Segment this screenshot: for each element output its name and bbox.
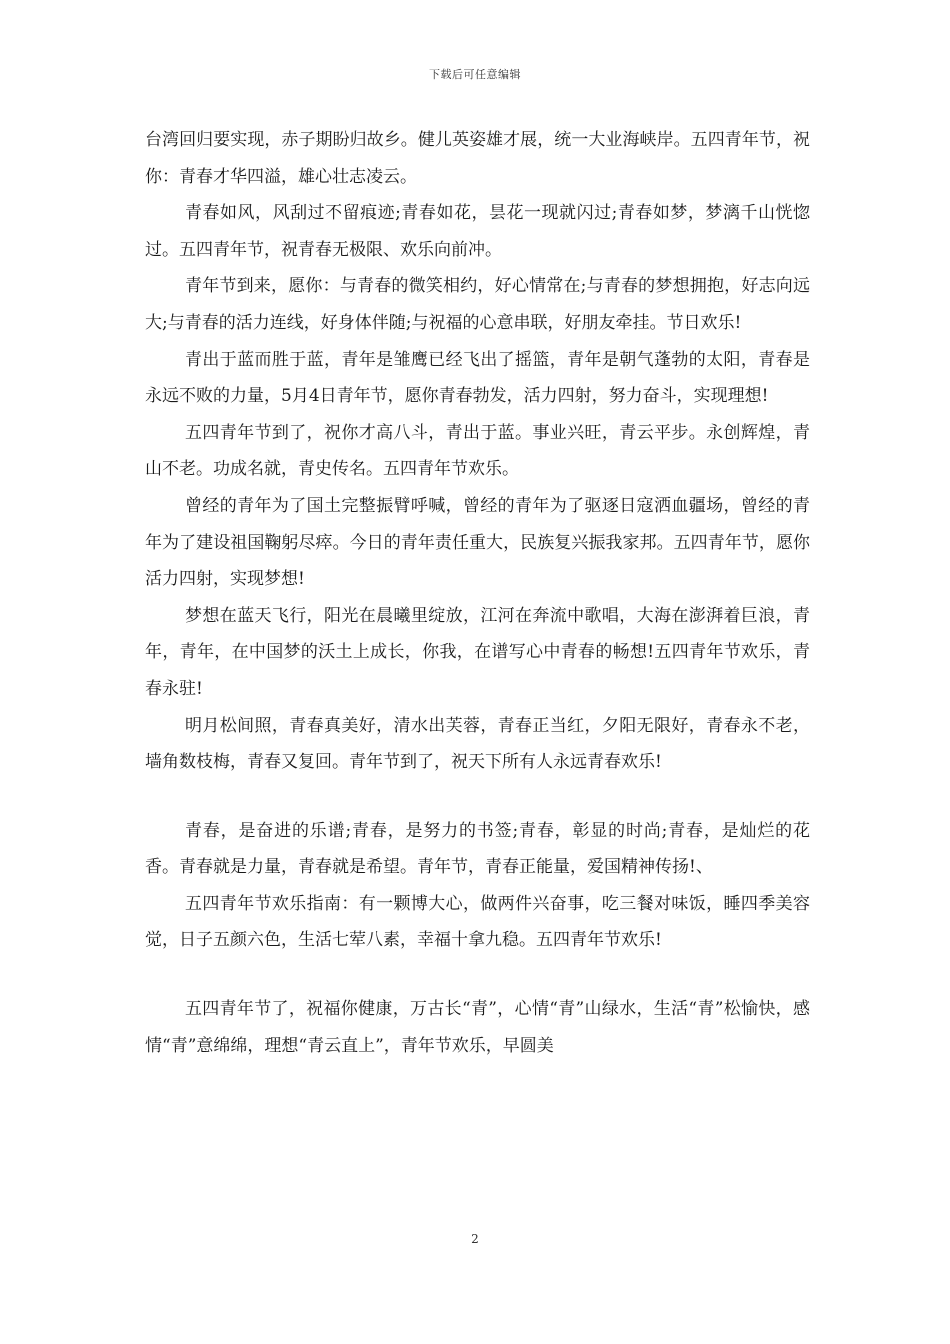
paragraph-4: 青出于蓝而胜于蓝，青年是雏鹰已经飞出了摇篮，青年是朝气蓬勃的太阳，青春是永远不败的力量，5月4日青年节，愿你青春勃发，活力四射，努力奋斗，实现理想!: [145, 349, 810, 407]
paragraph-7: 梦想在蓝天飞行，阳光在晨曦里绽放，江河在奔流中歌唱，大海在澎湃着巨浪，青年，青年，在中国梦的沃土上成长，你我，在谱写心中青春的畅想!五四青年节欢乐，青春永驻!: [145, 605, 810, 699]
paragraph-11: 五四青年节了，祝福你健康，万古长“青”，心情“青”山绿水，生活“青”松愉快，感情“青”意绵绵，理想“青云直上”，青年节欢乐，早圆美: [145, 999, 810, 1056]
paragraph-9: 青春，是奋进的乐谱;青春，是努力的书签;青春，彰显的时尚;青春，是灿烂的花香。青春就是力量，青春就是希望。青年节，青春正能量，爱国精神传扬!、: [145, 820, 810, 878]
paragraph-2: 青春如风，风刮过不留痕迹;青春如花，昙花一现就闪过;青春如梦，梦漓千山恍惚过。五四青年节，祝青春无极限、欢乐向前冲。: [145, 203, 810, 260]
paragraph-6: 曾经的青年为了国土完整振臂呼喊，曾经的青年为了驱逐日寇洒血疆场，曾经的青年为了建设祖国鞠躬尽瘁。今日的青年责任重大，民族复兴振我家邦。五四青年节，愿你活力四射，实现梦想!: [145, 495, 810, 590]
paragraph-spacer: [145, 781, 810, 813]
paragraph-5: 五四青年节到了，祝你才高八斗，青出于蓝。事业兴旺，青云平步。永创辉煌，青山不老。功成名就，青史传名。五四青年节欢乐。: [145, 422, 810, 480]
paragraph-spacer: [145, 959, 810, 991]
paragraph-10: 五四青年节欢乐指南：有一颗博大心，做两件兴奋事，吃三餐对味饭，睡四季美容觉，日子五颜六色，生活七荤八素，幸福十拿九稳。五四青年节欢乐!: [145, 893, 810, 951]
page-number: 2: [471, 1232, 479, 1246]
paragraph-3: 青年节到来，愿你：与青春的微笑相约，好心情常在;与青春的梦想拥抱，好志向远大;与青春的活力连线，好身体伴随;与祝福的心意串联，好朋友牵挂。节日欢乐!: [145, 276, 810, 333]
document-body: [145, 122, 810, 1064]
paragraph-8: 明月松间照，青春真美好，清水出芙蓉，青春正当红，夕阳无限好，青春永不老，墙角数枝梅，青春又复回。青年节到了，祝天下所有人永远青春欢乐!: [145, 715, 810, 773]
page-header: 下载后可任意编辑: [429, 68, 521, 81]
paragraph-1: 台湾回归要实现，赤子期盼归故乡。健儿英姿雄才展，统一大业海峡岸。五四青年节，祝你：青春才华四溢，雄心壮志凌云。: [145, 130, 810, 187]
